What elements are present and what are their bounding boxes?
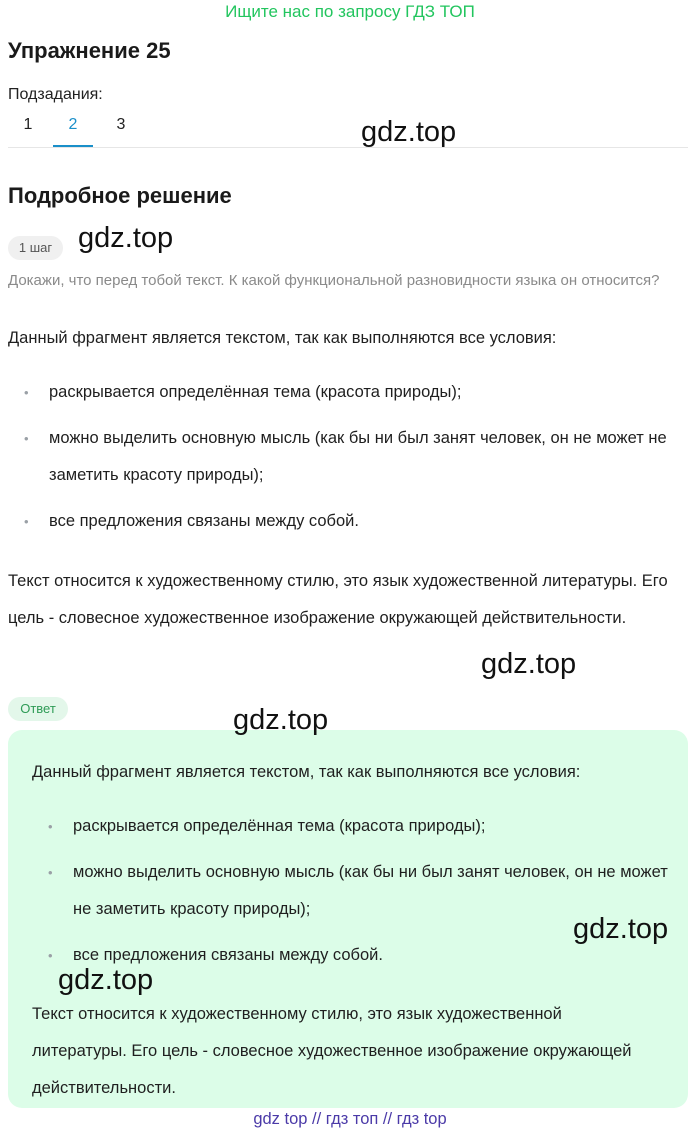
answer-badge: Ответ [8, 697, 68, 721]
watermark: gdz.top [78, 222, 174, 254]
answer-list [32, 808, 672, 983]
list-item: • можно выделить основную мысль (как бы ни был занят человек, он не может не заметить красоту природы); [32, 854, 672, 928]
watermark: gdz.top [361, 116, 457, 148]
step-badge: 1 шаг [8, 236, 63, 260]
list-item: • все предложения связаны между собой. [8, 503, 688, 540]
solution-list [8, 374, 688, 549]
tab-subtask-2[interactable]: 2 [68, 116, 78, 133]
watermark: gdz.top [58, 964, 154, 996]
watermark: gdz.top [233, 704, 329, 736]
list-item: • все предложения связаны между собой. [32, 937, 672, 974]
tab-subtask-3[interactable]: 3 [116, 116, 126, 133]
subtask-tabs [8, 106, 688, 148]
active-tab-indicator [53, 145, 93, 147]
solution-conclusion: Текст относится к художественному стилю, это язык художественной литературы. Его цель - словесное художественное изображение окружающей действительности. [8, 572, 668, 627]
tab-subtask-1[interactable]: 1 [23, 116, 33, 133]
watermark: gdz.top [573, 913, 669, 945]
solution-intro: Данный фрагмент является текстом, так как выполняются все условия: [8, 329, 557, 347]
promo-banner: Ищите нас по запросу ГДЗ ТОП [225, 2, 475, 21]
list-item: • раскрывается определённая тема (красота природы); [8, 374, 688, 411]
solution-title: Подробное решение [8, 183, 232, 208]
list-item: • можно выделить основную мысль (как бы ни был занят человек, он не может не заметить красоту природы); [8, 420, 688, 494]
footer-links: gdz top // гдз топ // гдз top [253, 1110, 447, 1128]
list-item: • раскрывается определённая тема (красота природы); [32, 808, 672, 845]
page-title: Упражнение 25 [8, 38, 171, 63]
subtasks-label: Подзадания: [8, 86, 103, 103]
answer-intro: Данный фрагмент является текстом, так как выполняются все условия: [32, 763, 581, 781]
question-text: Докажи, что перед тобой текст. К какой функциональной разновидности языка он относится? [8, 272, 660, 289]
watermark: gdz.top [481, 648, 577, 680]
answer-conclusion: Текст относится к художественному стилю, это язык художественной литературы. Его цель - словесное художественное изображение окружающей действительности. [32, 1005, 632, 1097]
